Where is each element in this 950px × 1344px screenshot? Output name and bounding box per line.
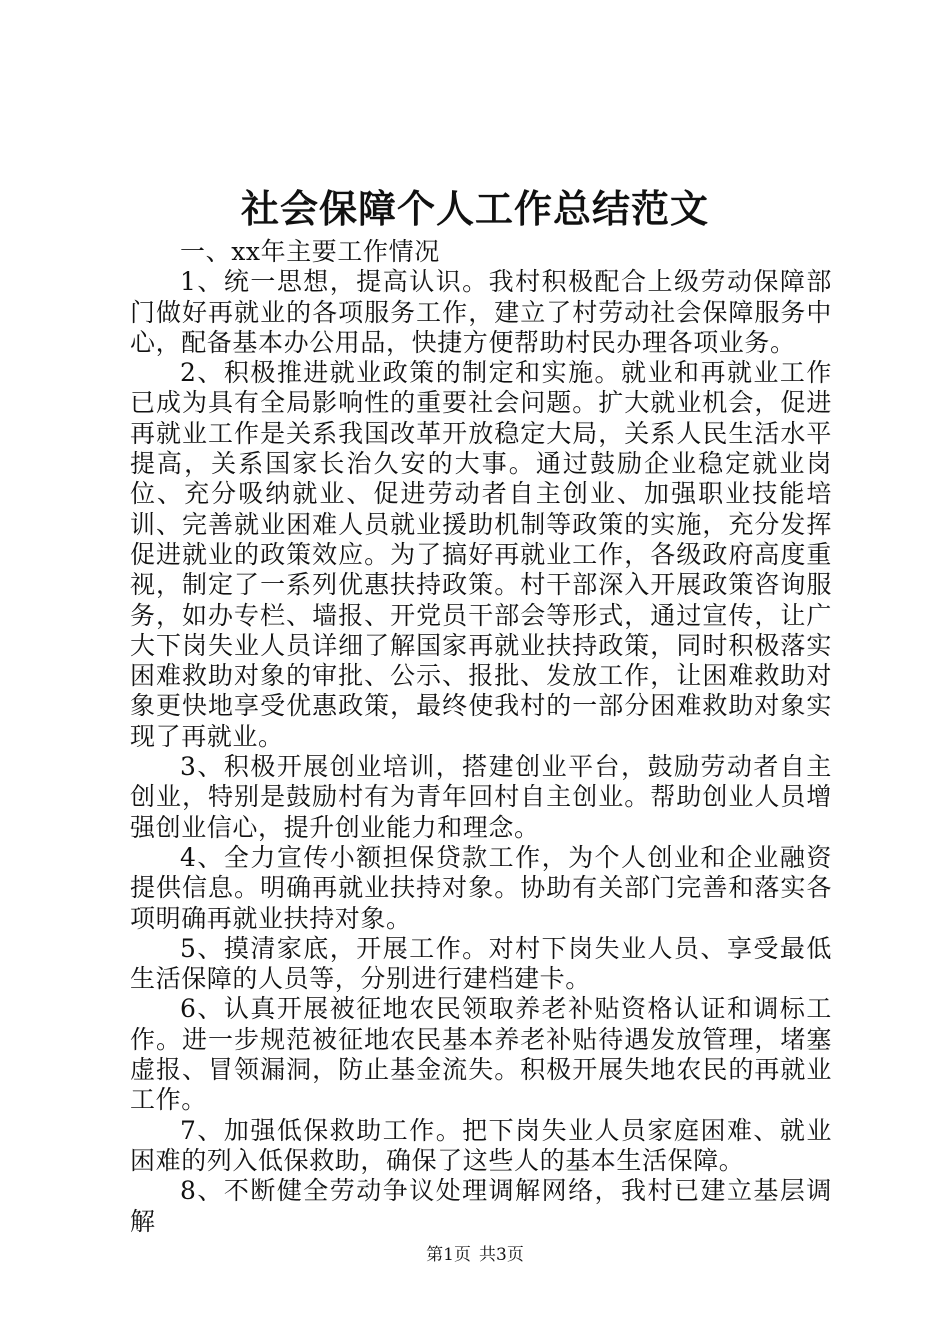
paragraph-item-3: 3、积极开展创业培训，搭建创业平台，鼓励劳动者自主创业，特别是鼓励村有为青年回村自主创业。帮助创业人员增强创业信心，提升创业能力和理念。 bbox=[130, 752, 832, 842]
page-footer bbox=[0, 1244, 950, 1266]
paragraph-item-2: 2、积极推进就业政策的制定和实施。就业和再就业工作已成为具有全局影响性的重要社会问题。扩大就业机会，促进再就业工作是关系我国改革开放稳定大局，关系人民生活水平提高，关系国家长治久安的大事。通过鼓励企业稳定就业岗位、充分吸纳就业、促进劳动者自主创业、加强职业技能培训、完善就业困难人员就业援助机制等政策的实施，充分发挥促进就业的政策效应。为了搞好再就业工作，各级政府高度重视，制定了一系列优惠扶持政策。村干部深入开展政策咨询服务，如办专栏、墙报、开党员干部会等形式，通过宣传，让广大下岗失业人员详细了解国家再就业扶持政策，同时积极落实困难救助对象的审批、公示、报批、发放工作，让困难救助对象更快地享受优惠政策，最终使我村的一部分困难救助对象实现了再就业。 bbox=[130, 358, 832, 751]
page-total: 共3页 bbox=[479, 1245, 524, 1265]
document-title: 社会保障个人工作总结范文 bbox=[240, 186, 709, 231]
paragraph-item-5: 5、摸清家底，开展工作。对村下岗失业人员、享受最低生活保障的人员等，分别进行建档建卡。 bbox=[130, 933, 832, 994]
page-number: 第1页 bbox=[426, 1245, 471, 1265]
paragraph-item-1: 1、统一思想，提高认识。我村积极配合上级劳动保障部门做好再就业的各项服务工作，建立了村劳动社会保障服务中心，配备基本办公用品，快捷方便帮助村民办理各项业务。 bbox=[130, 267, 832, 357]
paragraph-item-4: 4、全力宣传小额担保贷款工作，为个人创业和企业融资提供信息。明确再就业扶持对象。协助有关部门完善和落实各项明确再就业扶持对象。 bbox=[130, 842, 832, 933]
section-heading: 一、xx年主要工作情况 bbox=[180, 237, 440, 266]
document-body bbox=[130, 237, 832, 1237]
paragraph-item-8: 8、不断健全劳动争议处理调解网络，我村已建立基层调解 bbox=[130, 1176, 832, 1236]
paragraph-item-7: 7、加强低保救助工作。把下岗失业人员家庭困难、就业困难的列入低保救助，确保了这些人的基本生活保障。 bbox=[130, 1115, 832, 1175]
paragraph-item-6: 6、认真开展被征地农民领取养老补贴资格认证和调标工作。进一步规范被征地农民基本养老补贴待遇发放管理，堵塞虚报、冒领漏洞，防止基金流失。积极开展失地农民的再就业工作。 bbox=[130, 994, 832, 1115]
